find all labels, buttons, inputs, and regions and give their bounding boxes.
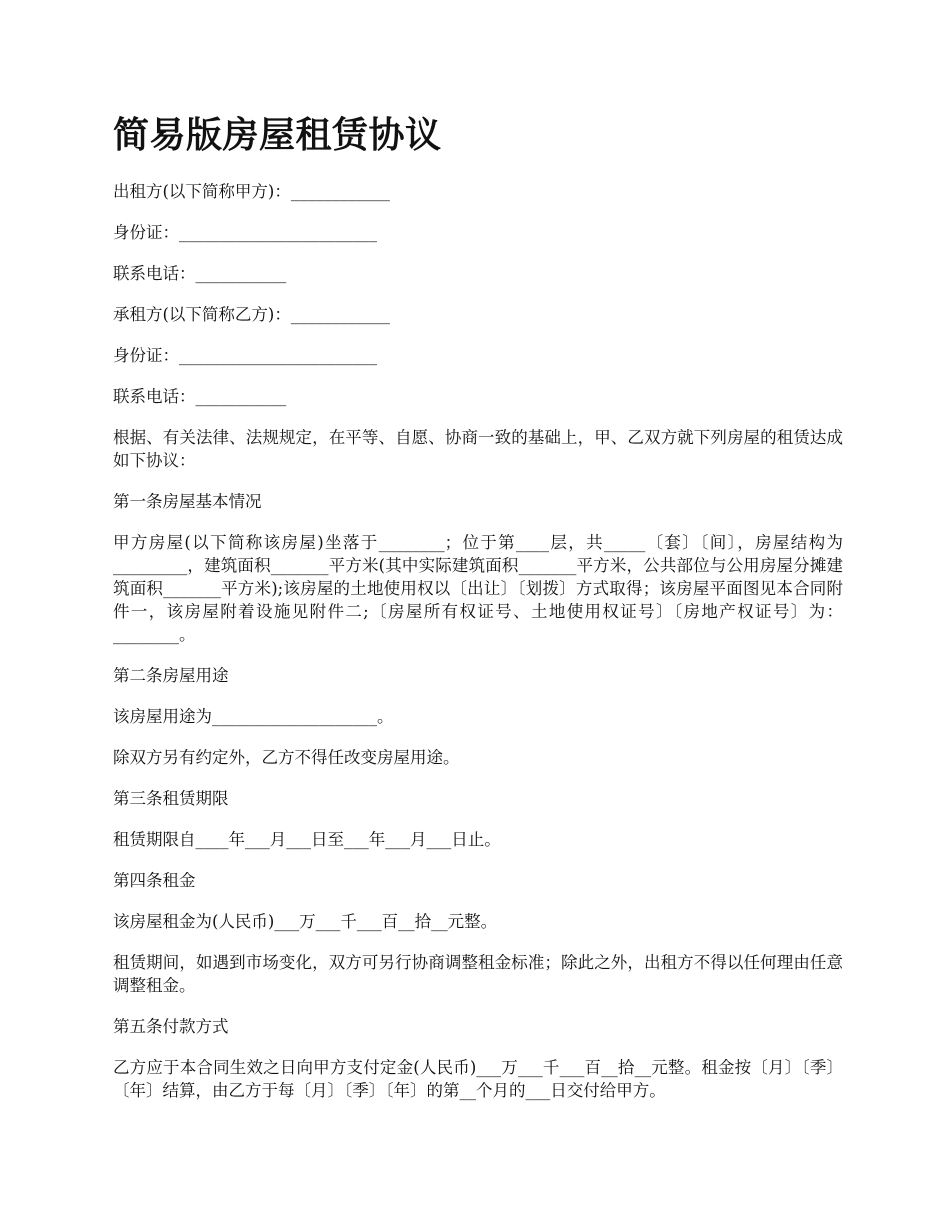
article-2-body: 该房屋用途为____________________。: [113, 707, 394, 726]
lessor-phone-line: 联系电话：___________: [113, 264, 287, 283]
article-3-body: 租赁期限自____年___月___日至___年___月___日止。: [113, 830, 501, 849]
lessor-id-line: 身份证：________________________: [113, 223, 377, 242]
lessee-phone-line: 联系电话：___________: [113, 387, 287, 406]
lessee-id-line: 身份证：________________________: [113, 346, 377, 365]
article-2-note: 除双方另有约定外，乙方不得任改变房屋用途。: [113, 748, 460, 767]
document-page: [113, 108, 843, 1120]
article-1-body: 甲方房屋(以下简称该房屋)坐落于________；位于第____层，共_____〔套〕〔间〕，房屋结构为_________，建筑面积_______平方米(其中实际建筑面积_______平方米，公共部位与公用房屋分摊建筑面积_______平方米);该房屋的土地使用权以〔出让〕〔划拨〕方式取得；该房屋平面图见本合同附件一，该房屋附着设施见附件二;〔房屋所有权证号、土地使用权证号〕〔房地产权证号〕为：________。: [113, 533, 843, 644]
article-2-heading: 第二条房屋用途: [113, 666, 229, 685]
article-4-heading: 第四条租金: [113, 871, 196, 890]
article-5-heading: 第五条付款方式: [113, 1017, 229, 1036]
document-title: 简易版房屋租赁协议: [113, 115, 442, 156]
article-4-note: 租赁期间，如遇到市场变化，双方可另行协商调整租金标准；除此之外，出租方不得以任何理由任意调整租金。: [113, 953, 843, 995]
lessee-name-line: 承租方(以下简称乙方)：____________: [113, 305, 390, 324]
article-5-body: 乙方应于本合同生效之日向甲方支付定金(人民币)___万___千___百__拾__元整。租金按〔月〕〔季〕〔年〕结算，由乙方于每〔月〕〔季〕〔年〕的第__个月的___日交付给甲方。: [113, 1058, 843, 1100]
article-3-heading: 第三条租赁期限: [113, 789, 229, 808]
article-1-heading: 第一条房屋基本情况: [113, 492, 262, 511]
lessor-name-line: 出租方(以下简称甲方)：____________: [113, 182, 390, 201]
preamble-paragraph: 根据、有关法律、法规规定，在平等、自愿、协商一致的基础上，甲、乙双方就下列房屋的租赁达成如下协议：: [113, 428, 843, 470]
article-4-body: 该房屋租金为(人民币)___万___千___百__拾__元整。: [113, 912, 498, 931]
